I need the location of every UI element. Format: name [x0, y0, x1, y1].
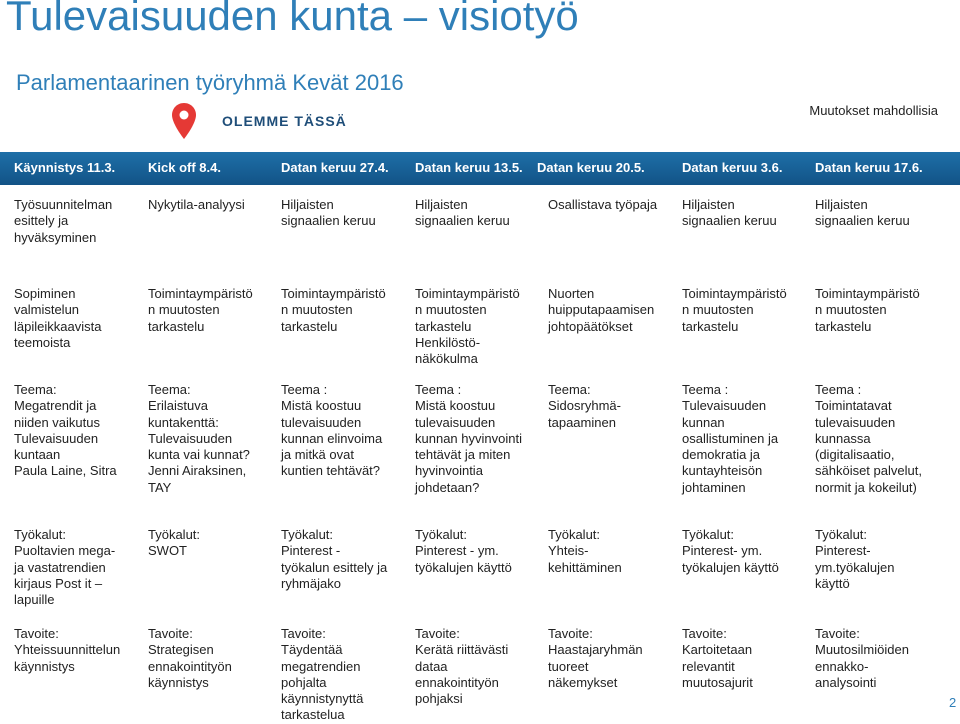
focus-cell: Sopiminen valmistelun läpileikkaavista teemoista — [14, 286, 102, 350]
phase-label: Datan keruu 17.6. — [815, 160, 923, 175]
phase-label: Datan keruu 3.6. — [682, 160, 783, 175]
theme-cell: Teema : Tulevaisuuden kunnan osallistuminen ja demokratia ja kuntayhteisön johtaminen — [682, 382, 779, 495]
theme-cell: Teema: Erilaistuva kuntakenttä: Tulevaisuuden kunta vai kunnat? Jenni Airaksinen, TAY — [148, 382, 250, 495]
goals-cell: Tavoite: Kerätä riittävästi dataa ennakointityön pohjaksi — [415, 626, 509, 707]
activity-cell: Hiljaisten signaalien keruu — [281, 197, 376, 229]
goals-cell: Tavoite: Täydentää megatrendien pohjalta käynnistynyttä tarkastelua — [281, 626, 364, 723]
goals-cell: Tavoite: Yhteissuunnittelun käynnistys — [14, 626, 121, 674]
tools-cell: Työkalut: Puoltavien mega- ja vastatrendien kirjaus Post it – lapuille — [14, 527, 116, 608]
activity-cell: Työsuunnitelman esittely ja hyväksyminen — [14, 197, 113, 245]
tools-cell: Työkalut: Pinterest- ym. työkalujen käyttö — [682, 527, 779, 575]
focus-cell: Toimintaympäristö n muutosten tarkastelu Henkilöstö- näkökulma — [415, 286, 520, 367]
changes-note: Muutokset mahdollisia — [809, 103, 938, 118]
activity-cell: Hiljaisten signaalien keruu — [415, 197, 510, 229]
page-number: 2 — [949, 695, 957, 710]
page-title: Tulevaisuuden kunta – visiotyö — [6, 0, 579, 39]
goals-cell: Tavoite: Strategisen ennakointityön käynnistys — [148, 626, 232, 690]
phase-label: Datan keruu 20.5. — [537, 160, 645, 175]
phase-label: Kick off 8.4. — [148, 160, 221, 175]
goals-cell: Tavoite: Haastajaryhmän tuoreet näkemykset — [548, 626, 643, 690]
focus-cell: Toimintaympäristö n muutosten tarkastelu — [148, 286, 253, 334]
theme-cell: Teema : Toimintatavat tulevaisuuden kunnassa (digitalisaatio, sähköiset palvelut, normit ja kokeilut) — [815, 382, 922, 495]
activity-cell: Hiljaisten signaalien keruu — [682, 197, 777, 229]
focus-cell: Toimintaympäristö n muutosten tarkastelu — [682, 286, 787, 334]
theme-cell: Teema: Megatrendit ja niiden vaikutus Tulevaisuuden kuntaan Paula Laine, Sitra — [14, 382, 117, 479]
activity-cell: Osallistava työpaja — [548, 197, 658, 212]
tools-cell: Työkalut: Pinterest- ym.työkalujen käyttö — [815, 527, 895, 591]
activity-cell: Nykytila-analyysi — [148, 197, 245, 212]
focus-cell: Toimintaympäristö n muutosten tarkastelu — [815, 286, 920, 334]
focus-cell: Toimintaympäristö n muutosten tarkastelu — [281, 286, 386, 334]
theme-cell: Teema : Mistä koostuu tulevaisuuden kunnan elinvoima ja mitkä ovat kuntien tehtävät? — [281, 382, 383, 479]
page-subtitle: Parlamentaarinen työryhmä Kevät 2016 — [16, 70, 404, 95]
phase-label: Datan keruu 27.4. — [281, 160, 389, 175]
phase-label: Käynnistys 11.3. — [14, 160, 116, 175]
tools-cell: Työkalut: Yhteis- kehittäminen — [548, 527, 622, 575]
tools-cell: Työkalut: SWOT — [148, 527, 201, 559]
map-pin-icon — [172, 103, 196, 139]
theme-cell: Teema : Mistä koostuu tulevaisuuden kunnan hyvinvointi tehtävät ja miten hyvinvointia johdetaan? — [415, 382, 522, 495]
focus-cell: Nuorten huipputapaamisen johtopäätökset — [548, 286, 655, 334]
tools-cell: Työkalut: Pinterest - ym. työkalujen käyttö — [415, 527, 512, 575]
phase-label: Datan keruu 13.5. — [415, 160, 523, 175]
tools-cell: Työkalut: Pinterest - työkalun esittely ja ryhmäjako — [281, 527, 388, 591]
goals-cell: Tavoite: Kartoitetaan relevantit muutosajurit — [682, 626, 753, 690]
theme-cell: Teema: Sidosryhmä- tapaaminen — [548, 382, 621, 430]
goals-cell: Tavoite: Muutosilmiöiden ennakko- analysointi — [815, 626, 909, 690]
activity-cell: Hiljaisten signaalien keruu — [815, 197, 910, 229]
current-stage-label: OLEMME TÄSSÄ — [222, 113, 347, 129]
